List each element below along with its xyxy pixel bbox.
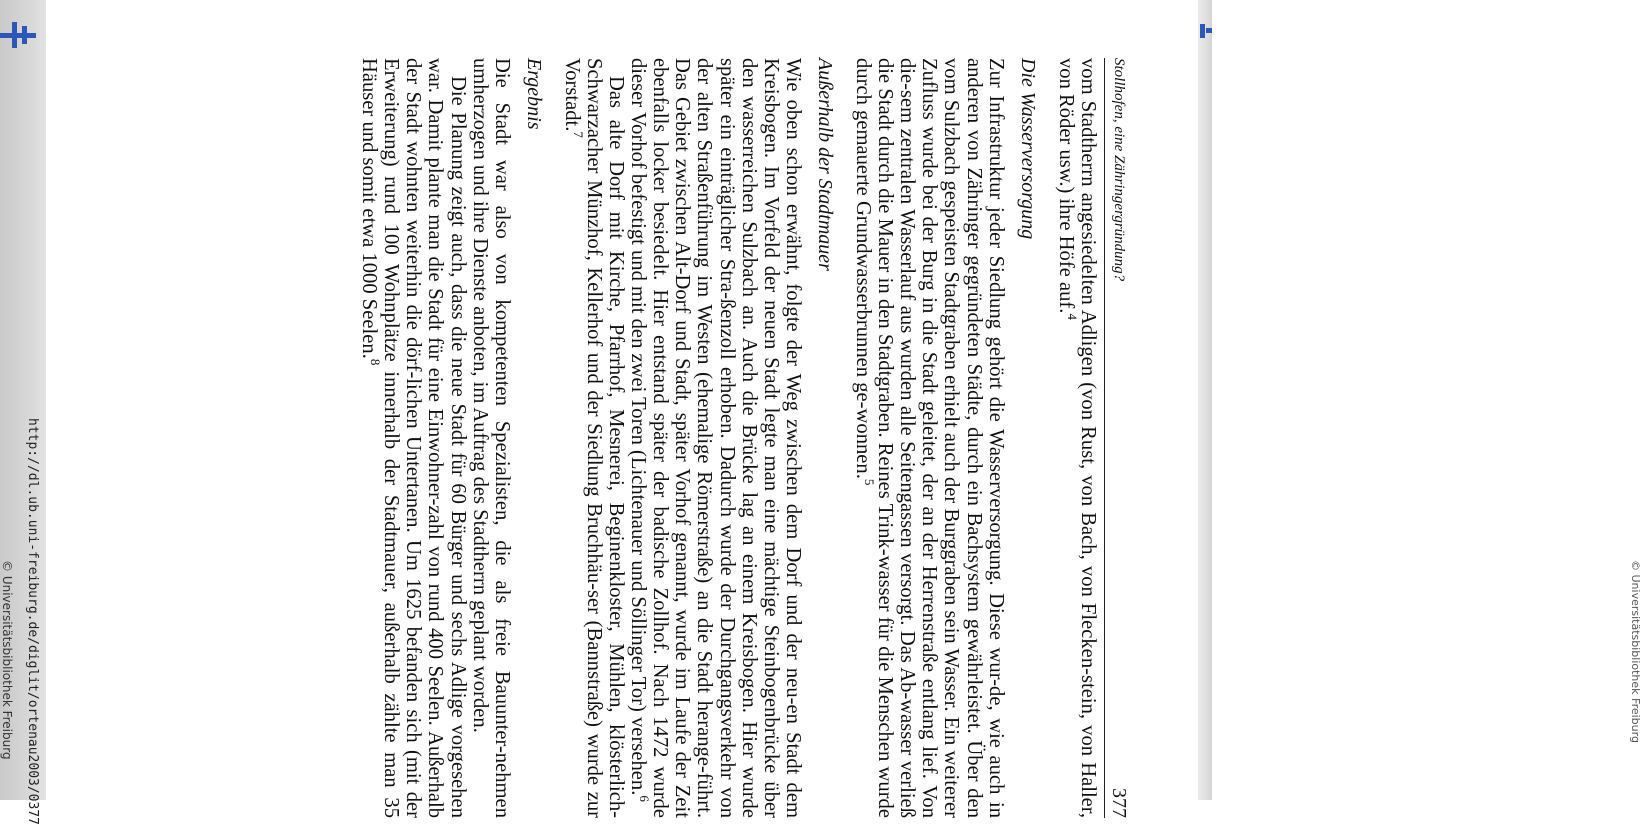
footnote-ref: 4 — [1064, 313, 1080, 320]
body-paragraph: Das alte Dorf mit Kirche, Pfarrhof, Mesnerei, Beginenkloster, Mühlen, klösterlich-Schwarzacher Münzhof, Kellerhof und der Siedlung Bruchhäu-ser (Bannstraße) wurde zur Vorstadt.$^7$ — [560, 58, 628, 818]
section-heading: Ergebnis — [522, 58, 545, 130]
footnote-ref: 8 — [368, 358, 384, 366]
copyright-notice: © Universitätsbibliothek Freiburg — [0, 560, 14, 760]
running-title: Stollhofen, eine Zähringergründung? — [1111, 58, 1127, 282]
next-page-copyright: © Universitätsbibliothek Freiburg — [1629, 560, 1642, 743]
page-number: 377 — [1108, 788, 1130, 818]
running-head — [1104, 58, 1130, 818]
footnote-ref: 6 — [637, 795, 653, 802]
body-paragraph: Die Stadt war also von kompetenten Spezialisten, die als freie Bauunter-nehmen umherzogen und ihre Dienste anboten, im Auftrag des Stadtherrn geplant worden. — [468, 58, 513, 818]
body-paragraph: Wie oben schon erwähnt, folgte der Weg zwischen dem Dorf und der neu-en Stadt dem Kreisbogen. Im Vorfeld der neuen Stadt legte man eine mächtige Steinbogenbrücke über den wasserreichen Sulzbach an. Auch die Brücke lag an einem Kreisbogen. Hier wurde später ein einträglicher Stra-ßenzoll erhoben. Dadurch wurde der Durchgangsverkehr von der alten Straßenführung im Westen (ehemalige Römerstraße) an die Stadt herange-führt. Das Gebiet zwischen Alt-Dorf und Stadt, später Vorhof genannt, wurde im Laufe der Zeit ebenfalls locker besiedelt. Hier entstand später der badische Zollhof. Nach 1472 wurde dieser Vorhof befestigt und mit den zwei Toren (Lichtenauer und Söllinger Tor) versehen.$^6$ — [627, 58, 804, 818]
body-paragraph: Zur Infrastruktur jeder Siedlung gehört die Wasserversorgung. Diese wur-de, wie auch in anderen von Zähringer gegründeten Städte, durch ein Bachsystem gewährleistet. Über den vom Sulzbach gespeisten Stadtgraben erhielt auch der Burggraben sein Wasser. Ein weiterer Zufluss wurde bei der Burg in die Stadt geleitet, der an der Herrenstraße entlang lief. Von die-sem zentralen Wasserlauf aus wurden alle Seitengassen versorgt. Das Ab-wasser verließ die Stadt durch die Mauer in den Stadtgraben. Reines Trink-wasser für die Menschen wurde durch gemauerte Grundwasserbrunnen ge-wonnen.$^5$ — [852, 58, 1007, 818]
next-page-edge[interactable] — [1198, 0, 1212, 800]
section-heading: Die Wasserversorgung — [1016, 58, 1039, 240]
document-url[interactable]: http://dl.ub.uni-freiburg.de/diglit/ortenau2003/0377 — [25, 418, 40, 825]
section-heading: Außerhalb der Stadtmauer — [813, 58, 836, 271]
footnote-ref: 7 — [570, 131, 586, 138]
footnote-ref: 5 — [861, 478, 877, 486]
scanned-page — [80, 58, 1130, 818]
body-paragraph: Die Planung zeigt auch, dass die neue Stadt für 60 Bürger und sechs Adlige vorgesehen war. Damit plante man die Stadt für eine Einwohner-zahl von rund 400 Seelen. Außerhalb der Stadt wohnten weiterhin die dörf-lichen Untertanen. Um 1625 befanden sich (mit der Erweiterung) rund 100 Wohnplätze innerhalb der Stadtmauer, außerhalb zählte man 35 Häuser und somit etwa 1000 Seelen.$^8$ — [358, 58, 469, 818]
intro-paragraph: vom Stadtherrn angesiedelten Adligen (von Rust, von Bach, von Flecken-stein, von Haller, von Röder usw.) ihre Höfe auf.$^4$ — [1054, 58, 1099, 818]
